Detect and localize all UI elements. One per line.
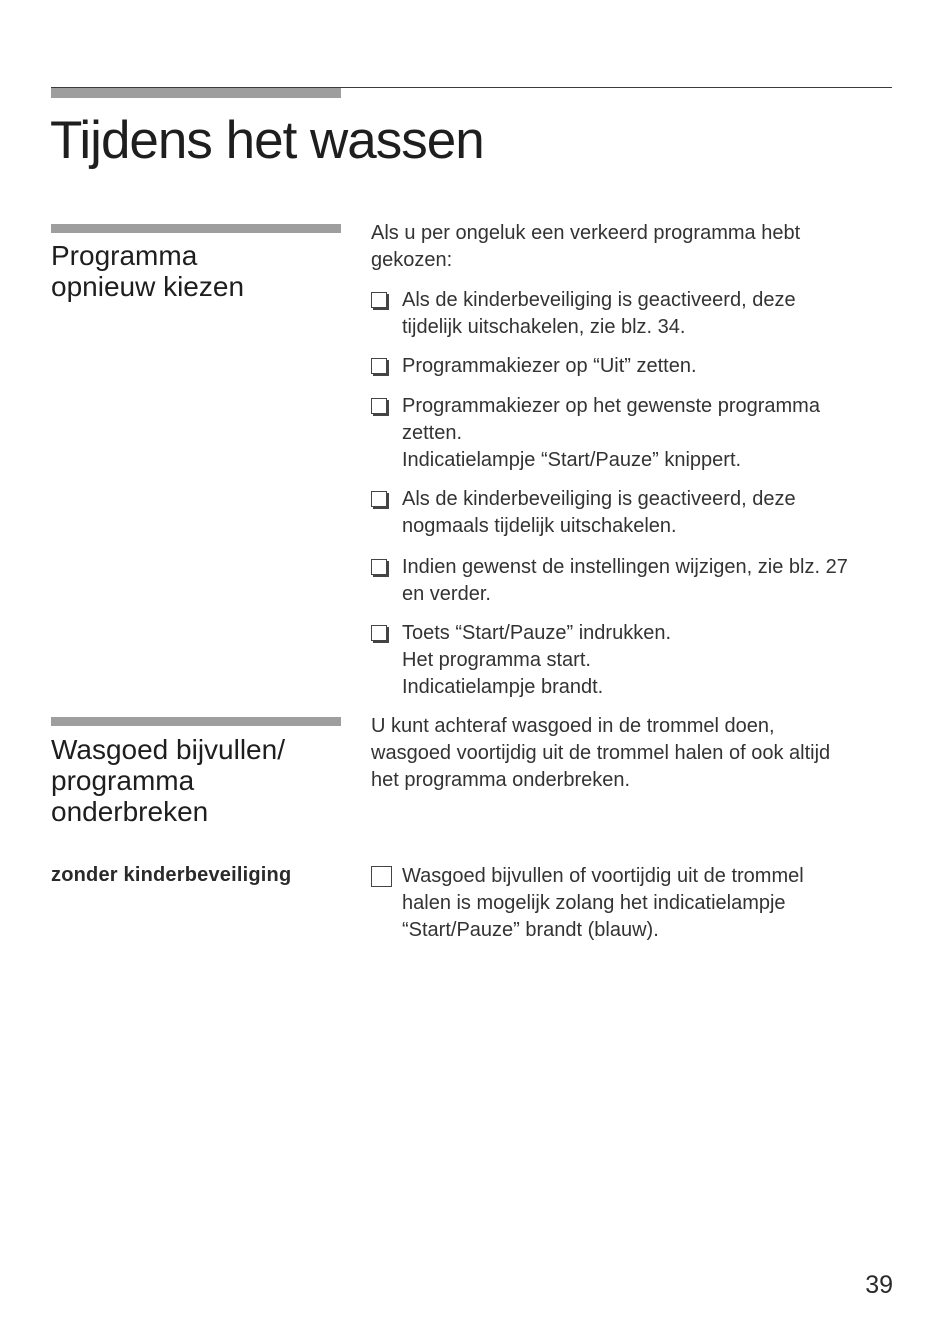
list-item-text: Indicatielampje “Start/Pauze” knippert. — [402, 449, 742, 471]
list-item — [371, 620, 891, 701]
page-title: Tijdens het wassen — [50, 111, 484, 170]
list-item-text: Als de kinderbeveiliging is geactiveerd, deze — [402, 488, 796, 510]
list-item-text: Het programma start. — [402, 649, 591, 671]
section-1-heading — [51, 240, 346, 302]
list-item — [371, 863, 891, 944]
list-item — [371, 287, 891, 341]
checkbox-icon — [371, 398, 387, 414]
list-item — [371, 353, 891, 380]
section-1-intro-line-1: Als u per ongeluk een verkeerd programma hebt — [371, 222, 801, 244]
section-2-intro-line-3: het programma onderbreken. — [371, 769, 631, 791]
section-2-accent-bar — [51, 717, 341, 726]
list-item-text: Indien gewenst de instellingen wijzigen, zie blz. 27 — [402, 556, 848, 578]
list-item-text: “Start/Pauze” brandt (blauw). — [402, 919, 659, 941]
list-item-text: en verder. — [402, 583, 491, 605]
page-number: 39 — [865, 1271, 893, 1299]
section-2-heading-line-3: onderbreken — [51, 796, 209, 827]
section-2-heading-line-1: Wasgoed bijvullen/ — [51, 734, 285, 765]
subheading-without-child-lock: zonder kinderbeveiliging — [51, 864, 292, 886]
list-item-text: Indicatielampje brandt. — [402, 676, 604, 698]
list-item-text: nogmaals tijdelijk uitschakelen. — [402, 515, 677, 537]
section-1-intro-line-2: gekozen: — [371, 249, 453, 271]
section-1-accent-bar — [51, 224, 341, 233]
checkbox-icon — [371, 358, 387, 374]
checkbox-icon — [371, 491, 387, 507]
checkbox-icon — [371, 292, 387, 308]
list-item — [371, 393, 891, 474]
list-item-text: halen is mogelijk zolang het indicatielampje — [402, 892, 786, 914]
section-2-intro — [371, 713, 891, 794]
checkbox-icon — [371, 625, 387, 641]
list-item — [371, 554, 891, 608]
title-accent-bar — [51, 88, 341, 98]
section-2-heading-line-2: programma — [51, 765, 195, 796]
list-item-text: zetten. — [402, 422, 463, 444]
section-2-intro-line-2: wasgoed voortijdig uit de trommel halen of ook altijd — [371, 742, 831, 764]
square-icon — [371, 866, 392, 887]
checkbox-icon — [371, 559, 387, 575]
list-item-text: Programmakiezer op “Uit” zetten. — [402, 355, 697, 377]
list-item-text: Programmakiezer op het gewenste programma — [402, 395, 820, 417]
section-2-heading — [51, 734, 346, 827]
list-item-text: tijdelijk uitschakelen, zie blz. 34. — [402, 316, 686, 338]
list-item-text: Wasgoed bijvullen of voortijdig uit de trommel — [402, 865, 804, 887]
list-item-text: Als de kinderbeveiliging is geactiveerd, deze — [402, 289, 796, 311]
section-2-intro-line-1: U kunt achteraf wasgoed in de trommel doen, — [371, 715, 775, 737]
section-1-intro — [371, 220, 891, 274]
list-item — [371, 486, 891, 540]
section-1-heading-line-1: Programma — [51, 240, 198, 271]
list-item-text: Toets “Start/Pauze” indrukken. — [402, 622, 672, 644]
section-1-heading-line-2: opnieuw kiezen — [51, 271, 245, 302]
